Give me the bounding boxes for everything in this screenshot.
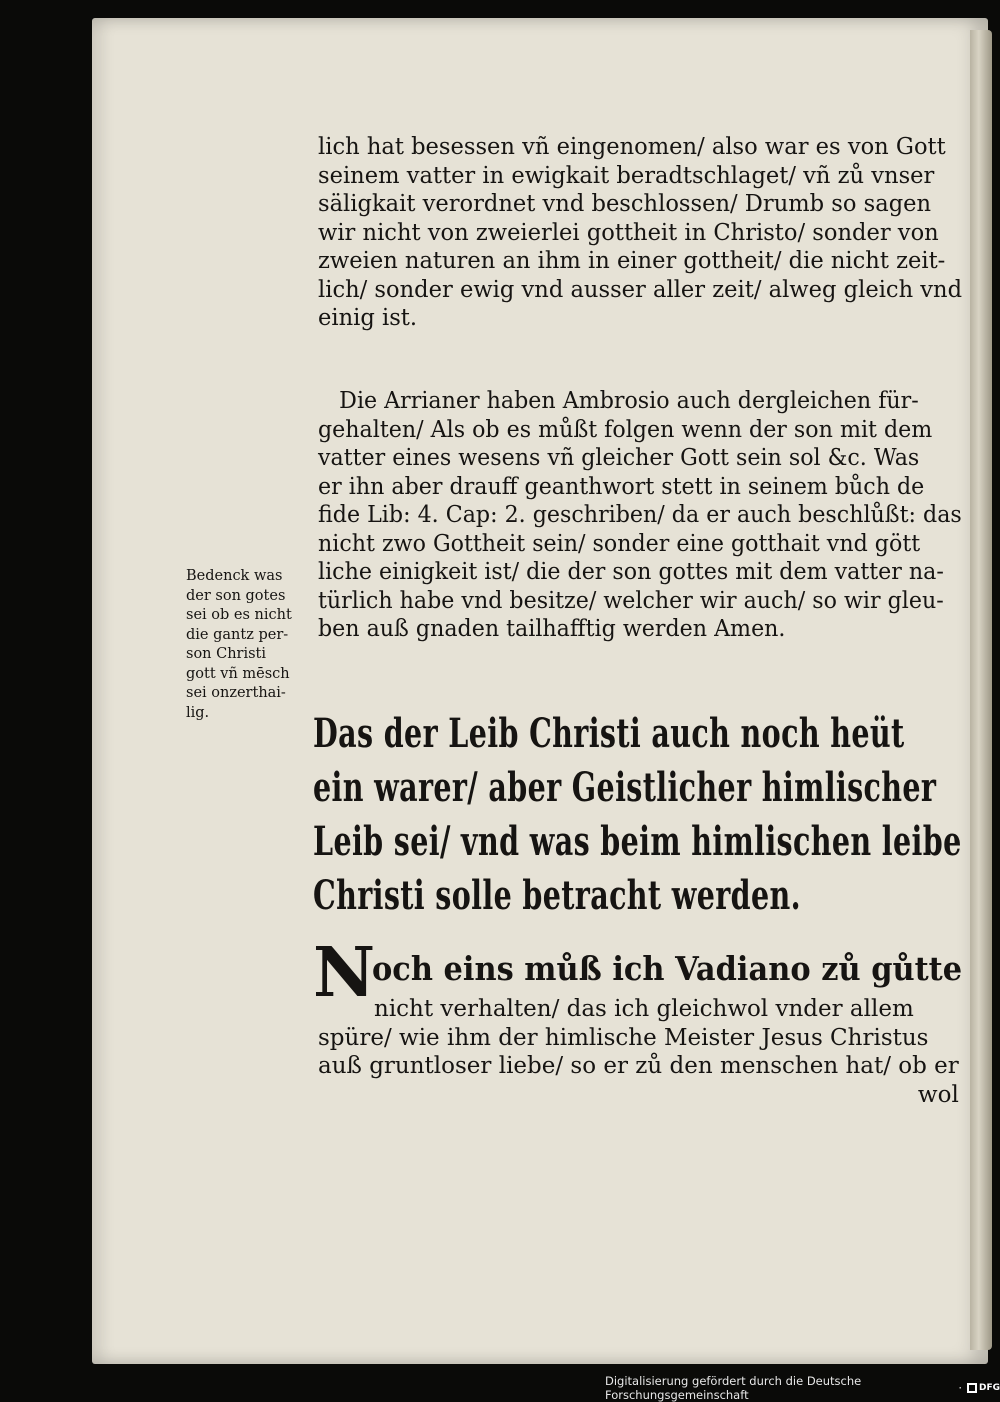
margin-note-line: die gantz per-	[186, 626, 289, 643]
heading-line: Das der Leib Christi auch noch heüt	[313, 710, 905, 757]
paragraph-3-first-line: och eins můß ich Vadiano zů gůtte	[372, 949, 963, 988]
dfg-logo	[967, 1383, 1000, 1393]
text-line: er ihn aber drauff geanthwort stett in seinem bůch de	[318, 473, 925, 500]
text-line: zweien naturen an ihm in einer gottheit/ die nicht zeit-	[318, 248, 946, 274]
text-line: säligkait verordnet vnd beschlossen/ Drumb so sagen	[318, 191, 932, 217]
margin-note-line: sei onzerthai-	[186, 685, 286, 701]
text-line: vatter eines wesens vñ gleicher Gott sein sol &c. Was	[318, 445, 920, 471]
text-line: fide Lib: 4. Cap: 2. geschriben/ da er auch beschlůßt: das	[318, 502, 962, 528]
text-line: liche einigkeit ist/ die der son gottes mit dem vatter na-	[318, 559, 944, 585]
dfg-mark-icon	[967, 1383, 977, 1393]
text-line: auß gruntloser liebe/ so er zů den menschen hat/ ob er	[318, 1053, 959, 1079]
section-heading	[313, 707, 962, 923]
text-line: ben auß gnaden tailhafftig werden Amen.	[318, 616, 786, 642]
text-line: einig ist.	[318, 305, 418, 331]
digitization-footer	[605, 1374, 1000, 1402]
paragraph-1	[318, 133, 962, 333]
heading-line: ein warer/ aber Geistlicher himlischer	[313, 764, 937, 811]
footer-text: Digitalisierung gefördert durch die Deutsche Forschungsgemeinschaft	[605, 1374, 862, 1402]
text-line: gehalten/ Als ob es můßt folgen wenn der son mit dem	[318, 416, 933, 443]
dfg-logo-text: DFG	[978, 1383, 1000, 1393]
catchword: wol	[917, 1081, 959, 1108]
heading-line: Christi solle betracht werden.	[313, 872, 801, 919]
text-line: wir nicht von zweierlei gottheit in Christo/ sonder von	[318, 219, 939, 246]
paragraph-3	[318, 995, 959, 1109]
text-line: spüre/ wie ihm der himlische Meister Jesus Christus	[318, 1024, 929, 1051]
text-line: seinem vatter in ewigkait beradtschlaget/ vñ zů vnser	[318, 162, 935, 189]
margin-note	[186, 567, 292, 723]
text-line: nicht zwo Gottheit sein/ sonder eine gotthait vnd gött	[318, 530, 921, 557]
text-line: lich/ sonder ewig vnd ausser aller zeit/ alweg gleich vnd	[318, 276, 963, 303]
heading-line: Leib sei/ vnd was beim himlischen leibe	[313, 818, 962, 865]
text-line: lich hat besessen vñ eingenomen/ also war es von Gott	[318, 134, 946, 160]
drop-cap-initial: N	[313, 933, 376, 1013]
margin-note-line: der son gotes	[186, 587, 286, 604]
text-line: Die Arrianer haben Ambrosio auch dergleichen für-	[339, 388, 919, 414]
margin-note-line: son Christi	[186, 646, 267, 662]
margin-note-line: sei ob es nicht	[186, 607, 292, 623]
text-line: türlich habe vnd besitze/ welcher wir auch/ so wir gleu-	[318, 587, 944, 614]
page-edge	[970, 30, 992, 1350]
margin-note-line: lig.	[186, 704, 210, 721]
text-line: nicht verhalten/ das ich gleichwol vnder allem	[374, 996, 914, 1022]
margin-note-line: gott vñ mēsch	[186, 665, 290, 682]
paragraph-2	[318, 387, 962, 644]
footer-separator: ·	[958, 1381, 962, 1395]
margin-note-line: Bedenck was	[186, 568, 283, 584]
